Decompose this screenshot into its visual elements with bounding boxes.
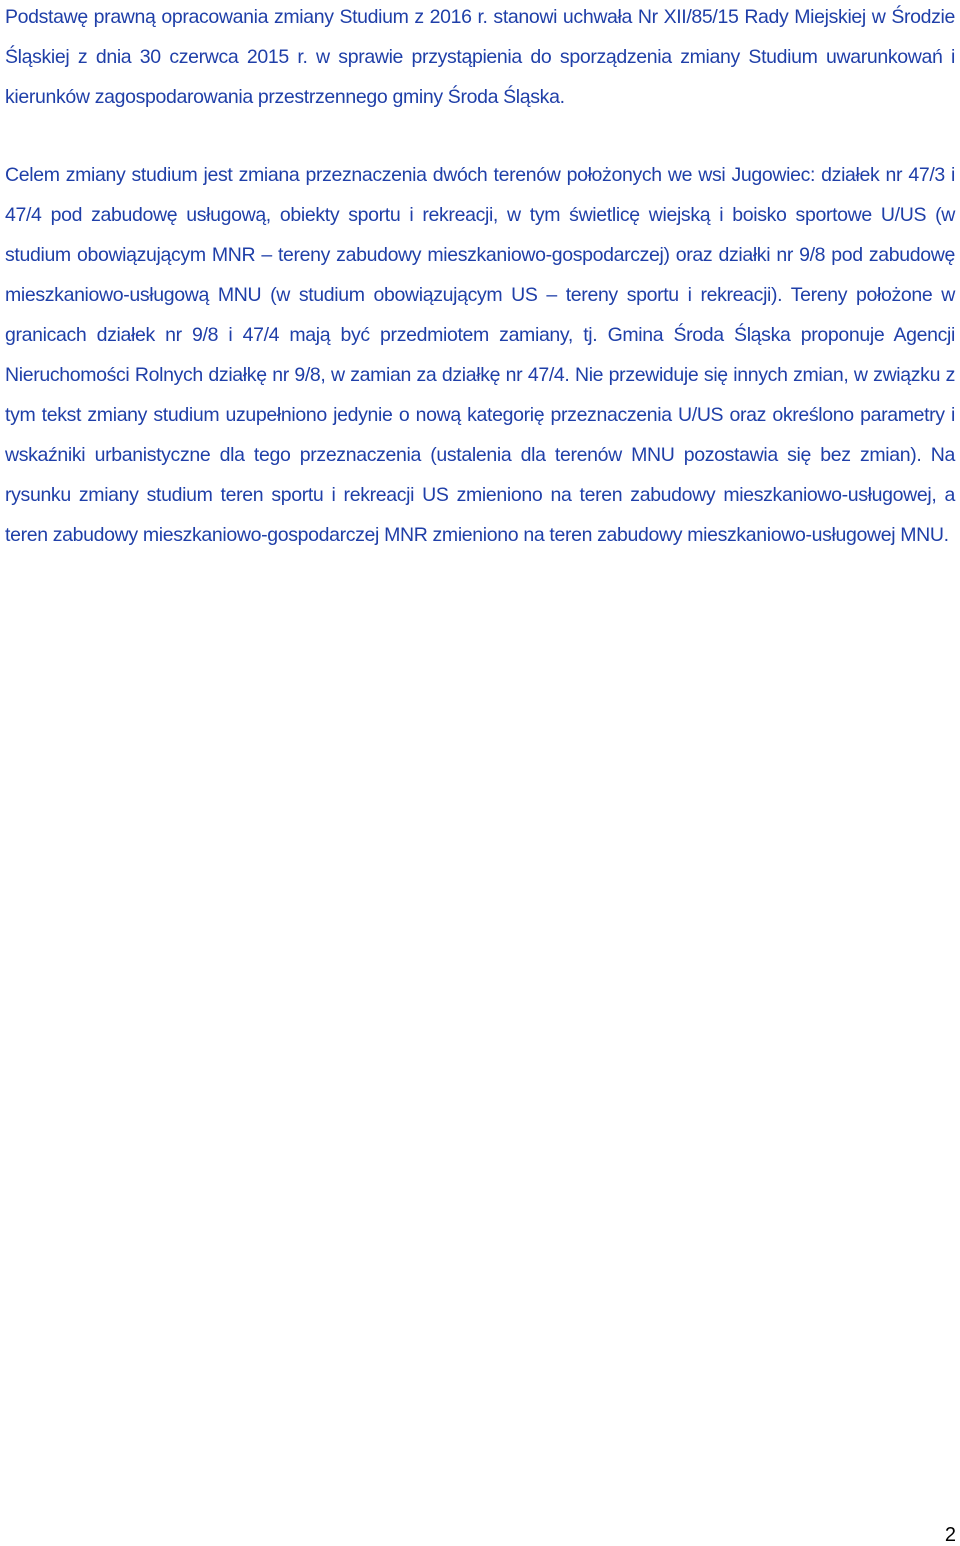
page-number: 2 [944,1524,956,1546]
legal-basis-paragraph: Podstawę prawną opracowania zmiany Studium z 2016 r. stanowi uchwała Nr XII/85/15 Rady Miejskiej w Środzie Śląskiej z dnia 30 czerwca 2015 r. w sprawie przystąpienia do sporządzenia zmiany Studium uwarunkowań i kierunków zagospodarowania przestrzennego gminy Środa Śląska. [5,6,955,108]
purpose-paragraph: Celem zmiany studium jest zmiana przeznaczenia dwóch terenów położonych we wsi Jugowiec: działek nr 47/3 i 47/4 pod zabudowę usługową, obiekty sportu i rekreacji, w tym świetlicę wiejską i boisko sportowe U/US (w studium obowiązującym MNR – tereny zabudowy mieszkaniowo-gospodarczej) oraz działki nr 9/8 pod zabudowę mieszkaniowo-usługową MNU (w studium obowiązującym US – tereny sportu i rekreacji). Tereny położone w granicach działek nr 9/8 i 47/4 mają być przedmiotem zamiany, tj. Gmina Środa Śląska proponuje Agencji Nieruchomości Rolnych działkę nr 9/8, w zamian za działkę nr 47/4. Nie przewiduje się innych zmian, w związku z tym tekst zmiany studium uzupełniono jedynie o nową kategorię przeznaczenia U/US oraz określono parametry i wskaźniki urbanistyczne dla tego przeznaczenia (ustalenia dla terenów MNU pozostawia się bez zmian). Na rysunku zmiany studium teren sportu i rekreacji US zmieniono na teren zabudowy mieszkaniowo-usługowej, a teren zabudowy mieszkaniowo-gospodarczej MNR zmieniono na teren zabudowy mieszkaniowo-usługowej MNU. [5,164,955,546]
document-page [5,0,955,555]
